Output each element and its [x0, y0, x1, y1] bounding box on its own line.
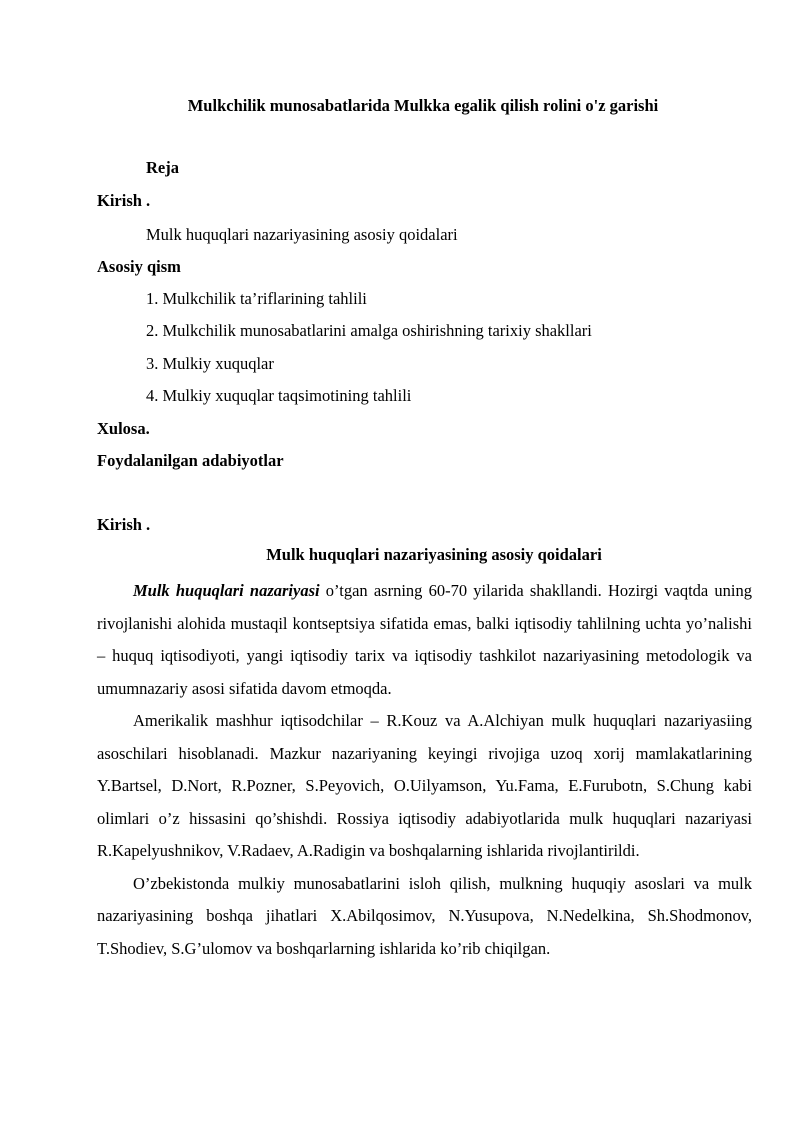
plan-main-label: Asosiy qism: [97, 257, 181, 276]
plan-main-item: 2. Mulkchilik munosabatlarini amalga oshirishning tarixiy shakllari: [146, 321, 592, 340]
document-title: Mulkchilik munosabatlarida Mulkka egalik qilish rolini o'z garishi: [187, 96, 659, 115]
plan-main-item: 4. Mulkiy xuquqlar taqsimotining tahlili: [146, 386, 412, 405]
plan-main-item: 3. Mulkiy xuquqlar: [146, 354, 274, 373]
section-body: [97, 575, 752, 965]
paragraph-text: o’tgan asrning 60-70 yilarida shakllandi. Hozirgi vaqtda uning rivojlanishi alohida mustaqil kontseptsiya sifatida emas, balki iqtisodiy tahlilning uchta yo’nalishi – huquq iqtisodiyoti, yangi iqtisodiy tarix va iqtisodiy tashkilot nazariyasining metodologik va umumnazariy asosi sifatida davom etmoqda.: [97, 581, 753, 698]
plan-conclusion-label: Xulosa.: [97, 419, 150, 438]
plan-heading: Reja: [146, 158, 179, 177]
term-emphasis: Mulk huquqlari nazariyasi: [133, 581, 320, 600]
plan-main-item: 1. Mulkchilik ta’riflarining tahlili: [146, 289, 367, 308]
plan-references-label: Foydalanilgan adabiyotlar: [97, 451, 284, 470]
plan-intro-item: Mulk huquqlari nazariyasining asosiy qoidalari: [146, 225, 458, 244]
plan-intro-label: Kirish .: [97, 191, 151, 210]
section-label: Kirish .: [97, 515, 151, 534]
paragraph: O’zbekistonda mulkiy munosabatlarini isloh qilish, mulkning huquqiy asoslari va mulk nazariyasining boshqa jihatlari X.Abilqosimov, N.Yusupova, N.Nedelkina, Sh.Shodmonov, T.Shodiev, S.G’ulomov va boshqarlarning ishlarida ko’rib chiqilgan.: [97, 873, 752, 958]
paragraph: [97, 575, 752, 705]
section-title: Mulk huquqlari nazariyasining asosiy qoidalari: [266, 545, 602, 564]
paragraph: Amerikalik mashhur iqtisodchilar – R.Kouz va A.Alchiyan mulk huquqlari nazariyasiing asoschilari hisoblanadi. Mazkur nazariyaning keyingi rivojiga uzoq xorij mamlakatlarining Y.Bartsel, D.Nort, R.Pozner, S.Peyovich, O.Uilyamson, Yu.Fama, E.Furubotn, S.Chung kabi olimlari o’z hissasini qo’shishdi. Rossiya iqtisodiy adabiyotlarida mulk huquqlari nazariyasi R.Kapelyushnikov, V.Radaev, A.Radigin va boshqalarning ishlarida rivojlantirildi.: [97, 711, 752, 860]
